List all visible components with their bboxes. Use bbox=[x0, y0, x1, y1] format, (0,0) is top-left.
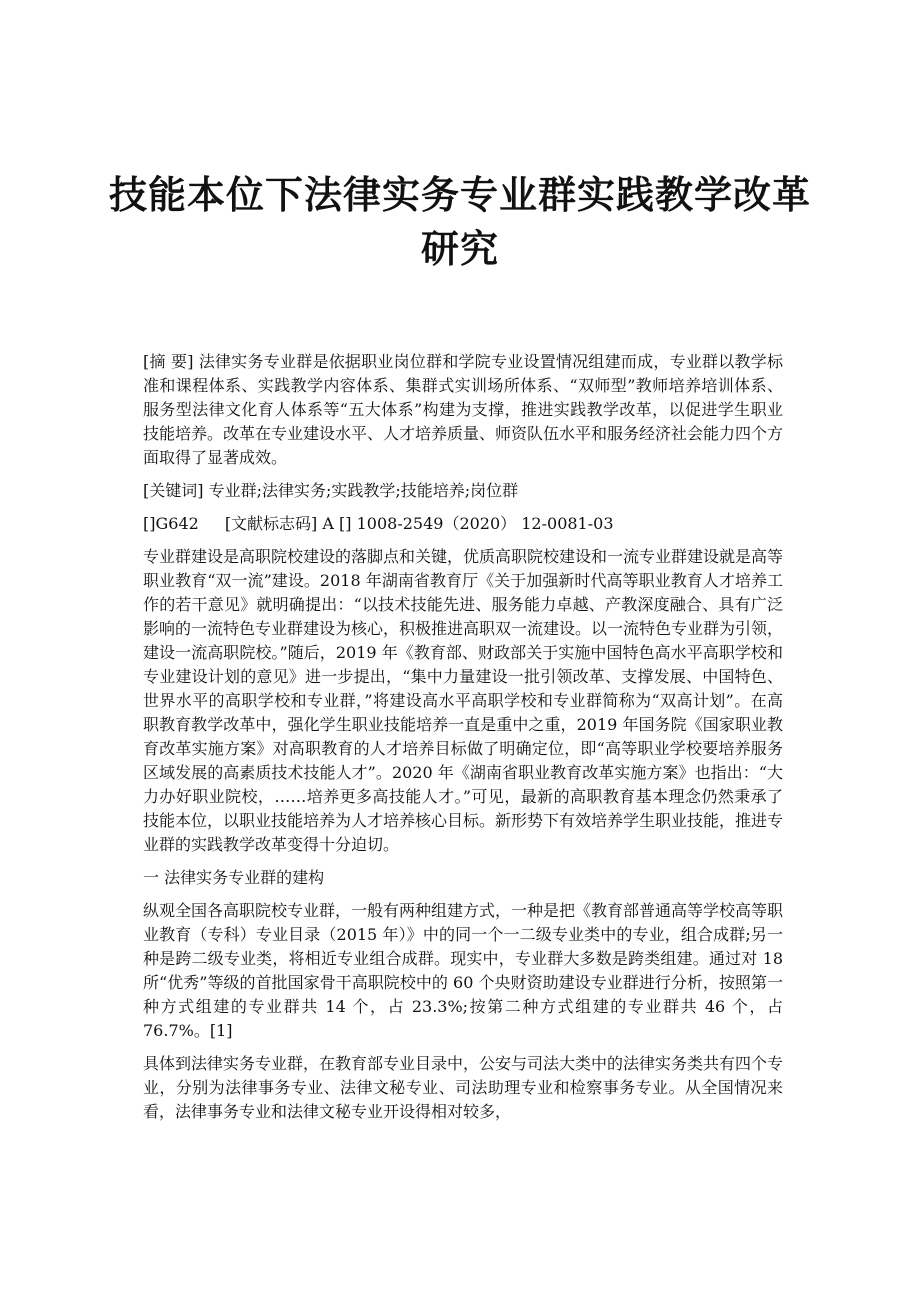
section-heading: 一 法律实务专业群的建构 bbox=[143, 868, 325, 887]
classification-code: []G642 bbox=[143, 514, 199, 533]
classification-line bbox=[143, 512, 783, 536]
section-paragraph-2: 具体到法律实务专业群，在教育部专业目录中，公安与司法大类中的法律实务类共有四个专业，分别为法律事务专业、法律文秘专业、司法助理专业和检察事务专业。从全国情况来看，法律事务专业和法律文秘专业开设得相对较多， bbox=[143, 1054, 784, 1121]
document-code: [文献标志码] A [] 1008-2549（2020） 12-0081-03 bbox=[224, 514, 614, 533]
keywords-line: [关键词] 专业群;法律实务;实践教学;技能培养;岗位群 bbox=[143, 481, 519, 500]
document-body bbox=[143, 350, 783, 1133]
intro-paragraph: 专业群建设是高职院校建设的落脚点和关键，优质高职院校建设和一流专业群建设就是高等职业教育“双一流”建设。2018 年湖南省教育厅《关于加强新时代高等职业教育人才培养工作的若干意见》就明确提出：“以技术技能先进、服务能力卓越、产教深度融合、具有广泛影响的一流特色专业群建设为核心，积极推进高职双一流建设。以一流特色专业群为引领，建设一流高职院校。”随后，2019 年《教育部、财政部关于实施中国特色高水平高职学校和专业建设计划的意见》进一步提出，“集中力量建设一批引领改革、支撑发展、中国特色、世界水平的高职学校和专业群，”将建设高水平高职学校和专业群简称为“双高计划”。在高职教育教学改革中，强化学生职业技能培养一直是重中之重，2019 年国务院《国家职业教育改革实施方案》对高职教育的人才培养目标做了明确定位，即“高等职业学校要培养服务区域发展的高素质技术技能人才”。2020 年《湖南省职业教育改革实施方案》也指出：“大力办好职业院校，……培养更多高技能人才。”可见，最新的高职教育基本理念仍然秉承了技能本位，以职业技能培养为人才培养核心目标。新形势下有效培养学生职业技能，推进专业群的实践教学改革变得十分迫切。 bbox=[143, 547, 784, 854]
document-title: 技能本位下法律实务专业群实践教学改革研究 bbox=[108, 173, 811, 271]
abstract-paragraph: [摘 要] 法律实务专业群是依据职业岗位群和学院专业设置情况组建而成，专业群以教学标准和课程体系、实践教学内容体系、集群式实训场所体系、“双师型”教师培养培训体系、服务型法律文化育人体系等“五大体系”构建为支撑，推进实践教学改革，以促进学生职业技能培养。改革在专业建设水平、人才培养质量、师资队伍水平和服务经济社会能力四个方面取得了显著成效。 bbox=[143, 352, 784, 467]
section-paragraph-1: 纵观全国各高职院校专业群，一般有两种组建方式，一种是把《教育部普通高等学校高等职业教育（专科）专业目录（2015 年）》中的同一个一二级专业类中的专业，组合成群;另一种是跨二级专业类，将相近专业组合成群。现实中，专业群大多数是跨类组建。通过对 18 所“优秀”等级的首批国家骨干高职院校中的 60 个央财资助建设专业群进行分析，按照第一种方式组建的专业群共 14 个，占 23.3%;按第二种方式组建的专业群共 46 个，占 76.7%。[1] bbox=[143, 901, 784, 1040]
